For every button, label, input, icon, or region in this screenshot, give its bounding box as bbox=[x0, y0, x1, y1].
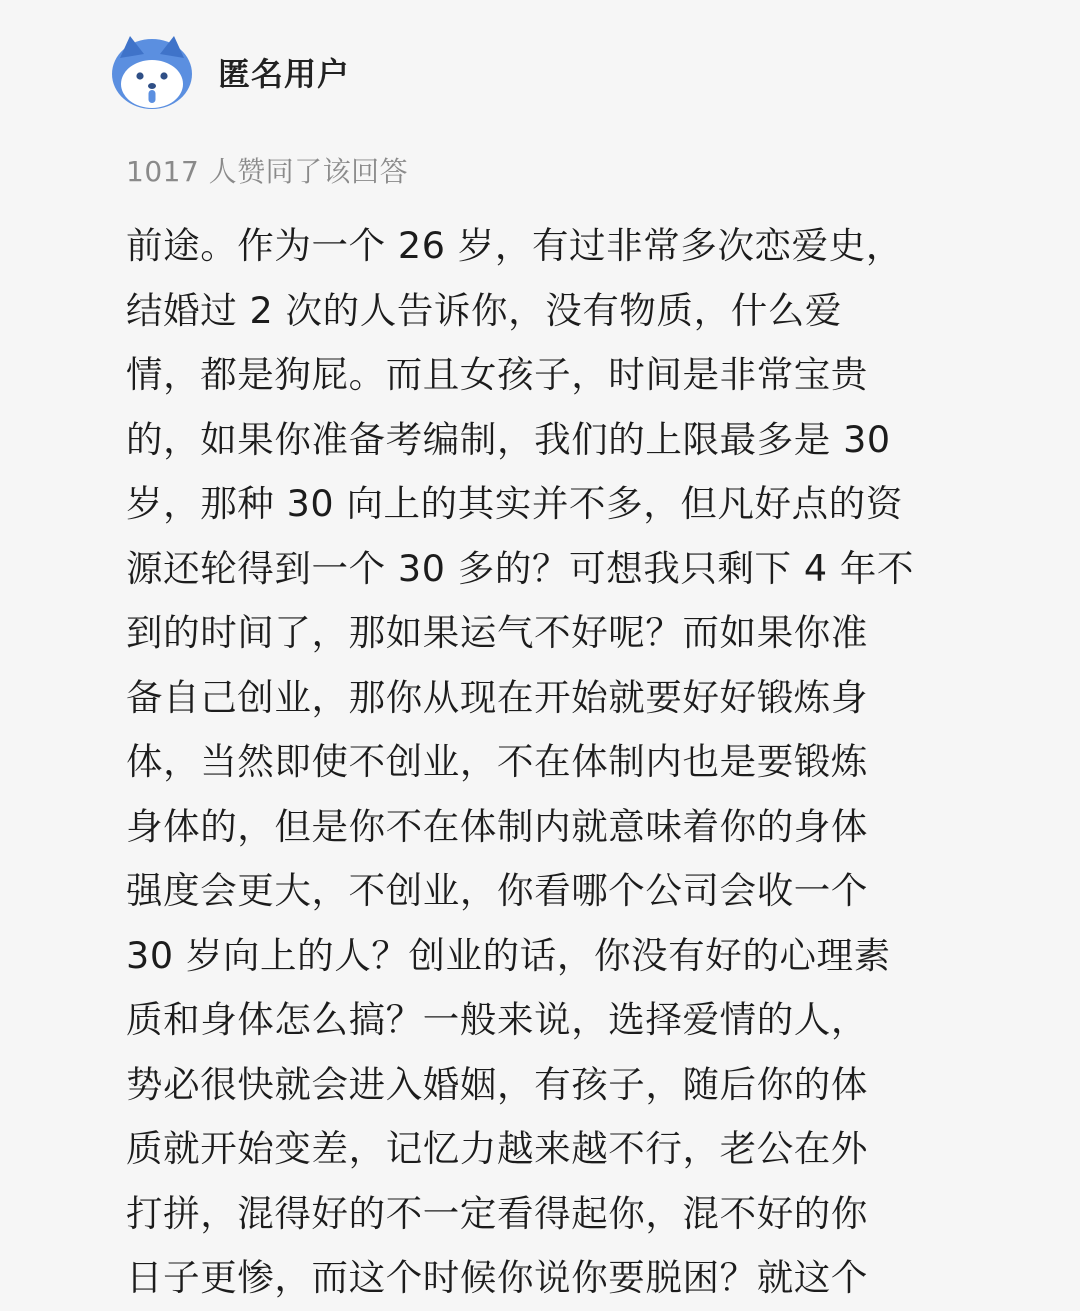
answer-line: 质就开始变差，记忆力越来越不行，老公在外 bbox=[126, 1127, 868, 1170]
answer-line: 质和身体怎么搞？一般来说，选择爱情的人， bbox=[126, 998, 868, 1041]
answer-line: 的，如果你准备考编制，我们的上限最多是 30 bbox=[126, 417, 891, 461]
answer-line: 日子更惨，而这个时候你说你要脱困？就这个 bbox=[126, 1256, 868, 1299]
answer-line: 强度会更大，不创业，你看哪个公司会收一个 bbox=[126, 869, 868, 912]
answer-line: 到的时间了，那如果运气不好呢？而如果你准 bbox=[126, 611, 868, 654]
author-name[interactable]: 匿名用户 bbox=[218, 55, 351, 93]
approval-count: 1017 人赞同了该回答 bbox=[126, 155, 409, 188]
answer-line: 岁，那种 30 向上的其实并不多，但凡好点的资 bbox=[126, 482, 903, 525]
answer-line: 30 岁向上的人？创业的话，你没有好的心理素 bbox=[126, 933, 891, 977]
anonymous-avatar-icon[interactable] bbox=[110, 34, 194, 110]
answer-line: 前途。作为一个 26 岁，有过非常多次恋爱史， bbox=[126, 224, 903, 267]
answer-line: 体，当然即使不创业，不在体制内也是要锻炼 bbox=[126, 740, 868, 783]
answer-header bbox=[110, 34, 350, 110]
answer-body bbox=[126, 214, 986, 1311]
answer-line: 身体的，但是你不在体制内就意味着你的身体 bbox=[126, 804, 868, 848]
answer-line: 源还轮得到一个 30 多的？可想我只剩下 4 年不 bbox=[126, 546, 915, 590]
answer-line: 备自己创业，那你从现在开始就要好好锻炼身 bbox=[126, 675, 868, 719]
answer-line: 打拼，混得好的不一定看得起你，混不好的你 bbox=[126, 1191, 868, 1235]
answer-line: 势必很快就会进入婚姻，有孩子，随后你的体 bbox=[126, 1062, 868, 1106]
answer-line: 情，都是狗屁。而且女孩子，时间是非常宝贵 bbox=[126, 353, 868, 396]
answer-line: 结婚过 2 次的人告诉你，没有物质，什么爱 bbox=[126, 288, 843, 332]
